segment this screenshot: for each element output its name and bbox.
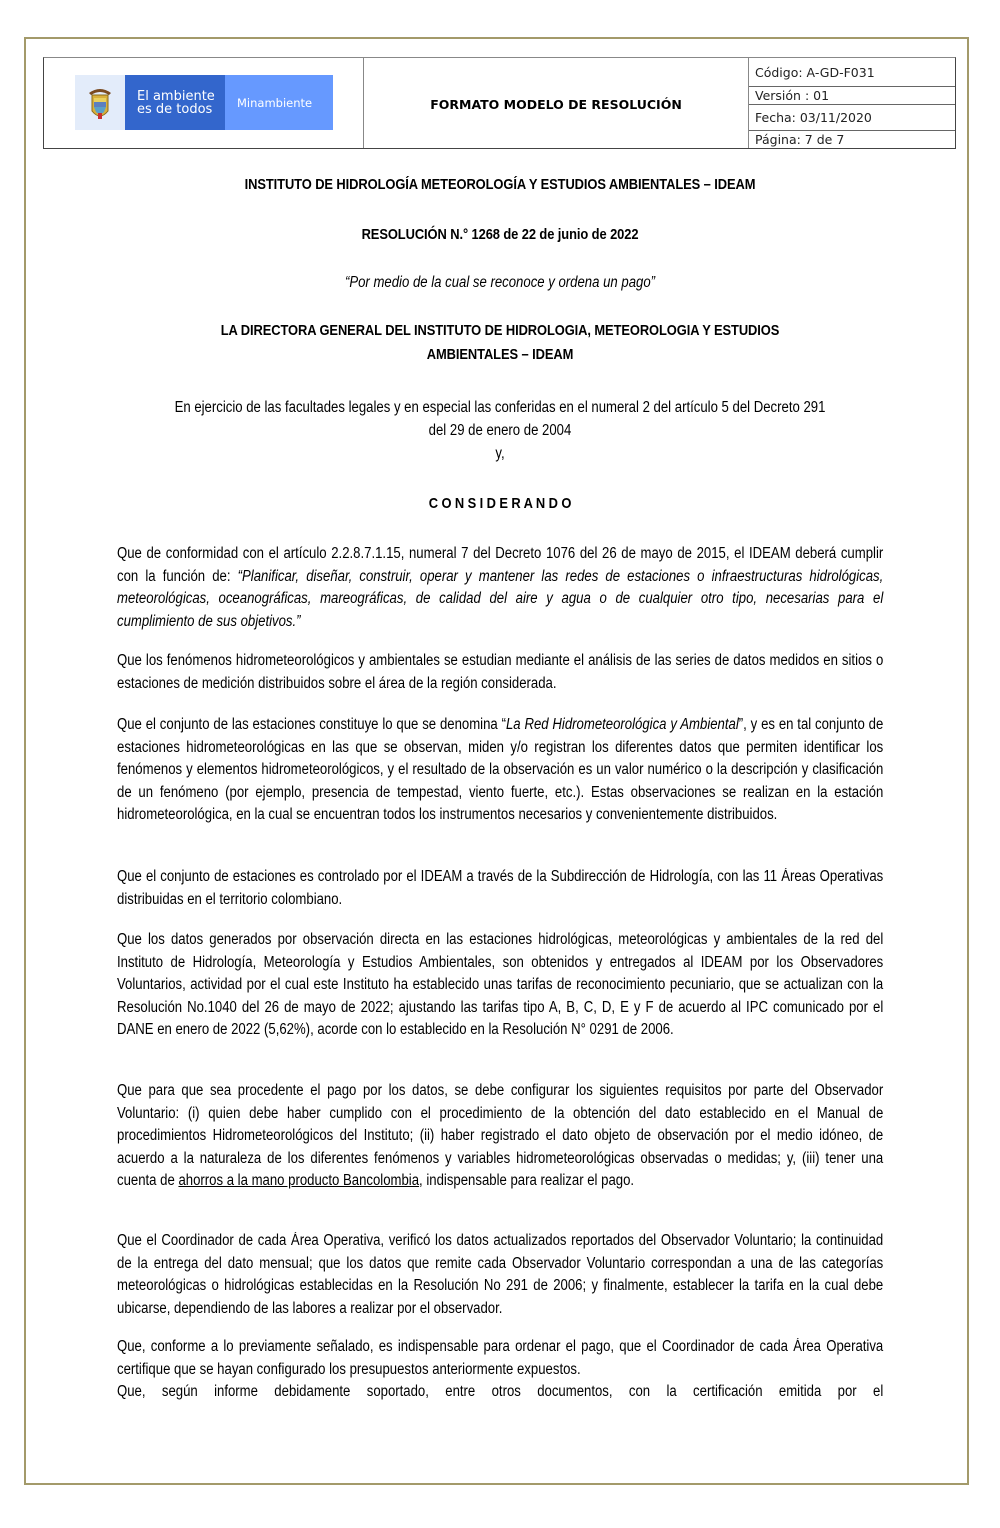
- meta-code: Código: A-GD-F031: [749, 58, 955, 87]
- ministry-name: Minambiente: [225, 75, 333, 130]
- paragraph-text: Que de conformidad con el artículo 2.2.8.7.1.15, numeral 7 del Decreto 1076 del 26 de mayo de 2015, el IDEAM deberá cumplir con la función de:: [117, 545, 884, 585]
- paragraph-text: ”, y es en tal conjunto de estaciones hidrometeorológicas en las que se observan, miden y/o registran los diferentes datos que permiten identificar los fenómenos y elementos hidrometeorológicos, y el resultado de la observación es un valor numérico o la descripción y clasificación de un fenómeno (por ejemplo, presencia de tempestad, viento fuerte, etc.). Estas observaciones se realizan en la estación hidrometeorológica, en la cual se encuentran todos los instrumentos necesarios y convenientemente distribuidos.: [117, 716, 884, 823]
- paragraph-text: Que los fenómenos hidrometeorológicos y ambientales se estudian mediante el análisis de las series de datos medidos en sitios o estaciones de medición distribuidos sobre el área de la región considerada.: [117, 652, 884, 692]
- paragraph-text: Que, conforme a lo previamente señalado, es indispensable para ordenar el pago, que el Coordinador de cada Área Operativa certifique que se hayan configurado los presupuestos anteriormente expuestos.: [117, 1338, 884, 1378]
- paragraph-text: Que, según informe debidamente soportado, entre otros documentos, con la certificación emitida por el: [117, 1383, 884, 1400]
- paragraph-text: , indispensable para realizar el pago.: [419, 1172, 635, 1189]
- slogan-line-1: El ambiente: [137, 88, 215, 104]
- meta-version: Versión : 01: [749, 87, 955, 105]
- paragraph-text: Que el conjunto de estaciones es controlado por el IDEAM a través de la Subdirección de Hidrología, con las 11 Áreas Operativas distribuidas en el territorio colombiano.: [117, 868, 884, 908]
- header-logo-cell: [44, 58, 364, 148]
- paragraph-6: [117, 1080, 883, 1193]
- and-connector: y,: [495, 445, 505, 462]
- paragraph-5: [117, 929, 883, 1042]
- paragraph-9: [117, 1381, 883, 1404]
- institute-heading: INSTITUTO DE HIDROLOGÍA METEOROLOGÍA Y ESTUDIOS AMBIENTALES – IDEAM: [244, 176, 756, 193]
- paragraph-8: [117, 1336, 883, 1381]
- authority-line-1: LA DIRECTORA GENERAL DEL INSTITUTO DE HIDROLOGIA, METEOROLOGIA Y ESTUDIOS: [220, 322, 780, 339]
- paragraph-text: Que el conjunto de las estaciones constituye lo que se denomina “: [117, 716, 506, 733]
- document-header-table: [43, 57, 956, 149]
- paragraph-text: Que para que sea procedente el pago por los datos, se debe configurar los siguientes requisitos por parte del Observador Voluntario: (i) quien debe haber cumplido con el procedimiento de la obtención del dato establecido en el Manual de procedimientos Hidrometeorológicos del Instituto; (ii) haber registrado el dato objeto de observación por el medio idóneo, de acuerdo a la naturaleza de los diferentes fenómenos y variables hidrometeorológicas observadas o medidas; y, (iii) tener una cuenta de: [117, 1082, 884, 1189]
- considering-heading: C O N S I D E R A N D O: [428, 495, 572, 512]
- header-meta: [749, 58, 955, 148]
- authority-line-2: AMBIENTALES – IDEAM: [426, 346, 574, 363]
- paragraph-4: [117, 866, 883, 911]
- paragraph-text: Que los datos generados por observación directa en las estaciones hidrológicas, meteorológicas y ambientales de la red del Instituto de Hidrología, Meteorología y Estudios Ambientales, son obtenidos y entregados al IDEAM por los Observadores Voluntarios, actividad por el cual este Instituto ha establecido unas tarifas de reconocimiento pecuniario, que se actualizan con la Resolución No.1040 del 26 de mayo de 2022; ajustando las tarifas tipo A, B, C, D, E y F de acuerdo al IPC comunicado por el DANE en enero de 2022 (5,62%), acorde con lo establecido en la Resolución N° 0291 de 2006.: [117, 931, 884, 1038]
- paragraph-7: [117, 1230, 883, 1320]
- minambiente-logo: [75, 75, 333, 130]
- paragraph-2: [117, 650, 883, 695]
- slogan-line-2: es de todos: [137, 101, 213, 117]
- meta-page: Página: 7 de 7: [755, 132, 845, 147]
- slogan: [125, 75, 225, 130]
- paragraph-1: [117, 543, 883, 633]
- network-name: La Red Hidrometeorológica y Ambiental: [505, 716, 739, 733]
- format-title: FORMATO MODELO DE RESOLUCIÓN: [364, 58, 749, 148]
- bank-account-type: ahorros a la mano producto Bancolombia: [178, 1172, 420, 1189]
- colombia-coat-of-arms-icon: [75, 75, 125, 130]
- paragraph-3: [117, 714, 883, 827]
- resolution-number: RESOLUCIÓN N.° 1268 de 22 de junio de 2022: [361, 226, 639, 243]
- quoted-function: “Planificar, diseñar, construir, operar y mantener las redes de estaciones o infraestructuras hidrológicas, meteorológicas, oceanográficas, mareográficas, de calidad del aire y agua o de cualquier otro tipo, necesarias para el cumplimiento de sus objetivos.”: [117, 567, 884, 630]
- powers-line-1: En ejercicio de las facultades legales y en especial las conferidas en el numeral 2 del artículo 5 del Decreto 291: [174, 399, 826, 416]
- resolution-subject: “Por medio de la cual se reconoce y ordena un pago”: [344, 274, 656, 291]
- meta-date: Fecha: 03/11/2020: [749, 105, 955, 131]
- paragraph-text: Que el Coordinador de cada Área Operativa, verificó los datos actualizados reportados del Observador Voluntario; la continuidad de la entrega del dato mensual; que los datos que remite cada Observador Voluntario correspondan a una de las categorías meteorológicas o hidrológicas establecidas en la Resolución No 291 de 2006; y finalmente, establecer la tarifa en la cual debe ubicarse, dependiendo de las labores a realizar por el observador.: [117, 1232, 884, 1317]
- powers-line-2: del 29 de enero de 2004: [428, 422, 572, 439]
